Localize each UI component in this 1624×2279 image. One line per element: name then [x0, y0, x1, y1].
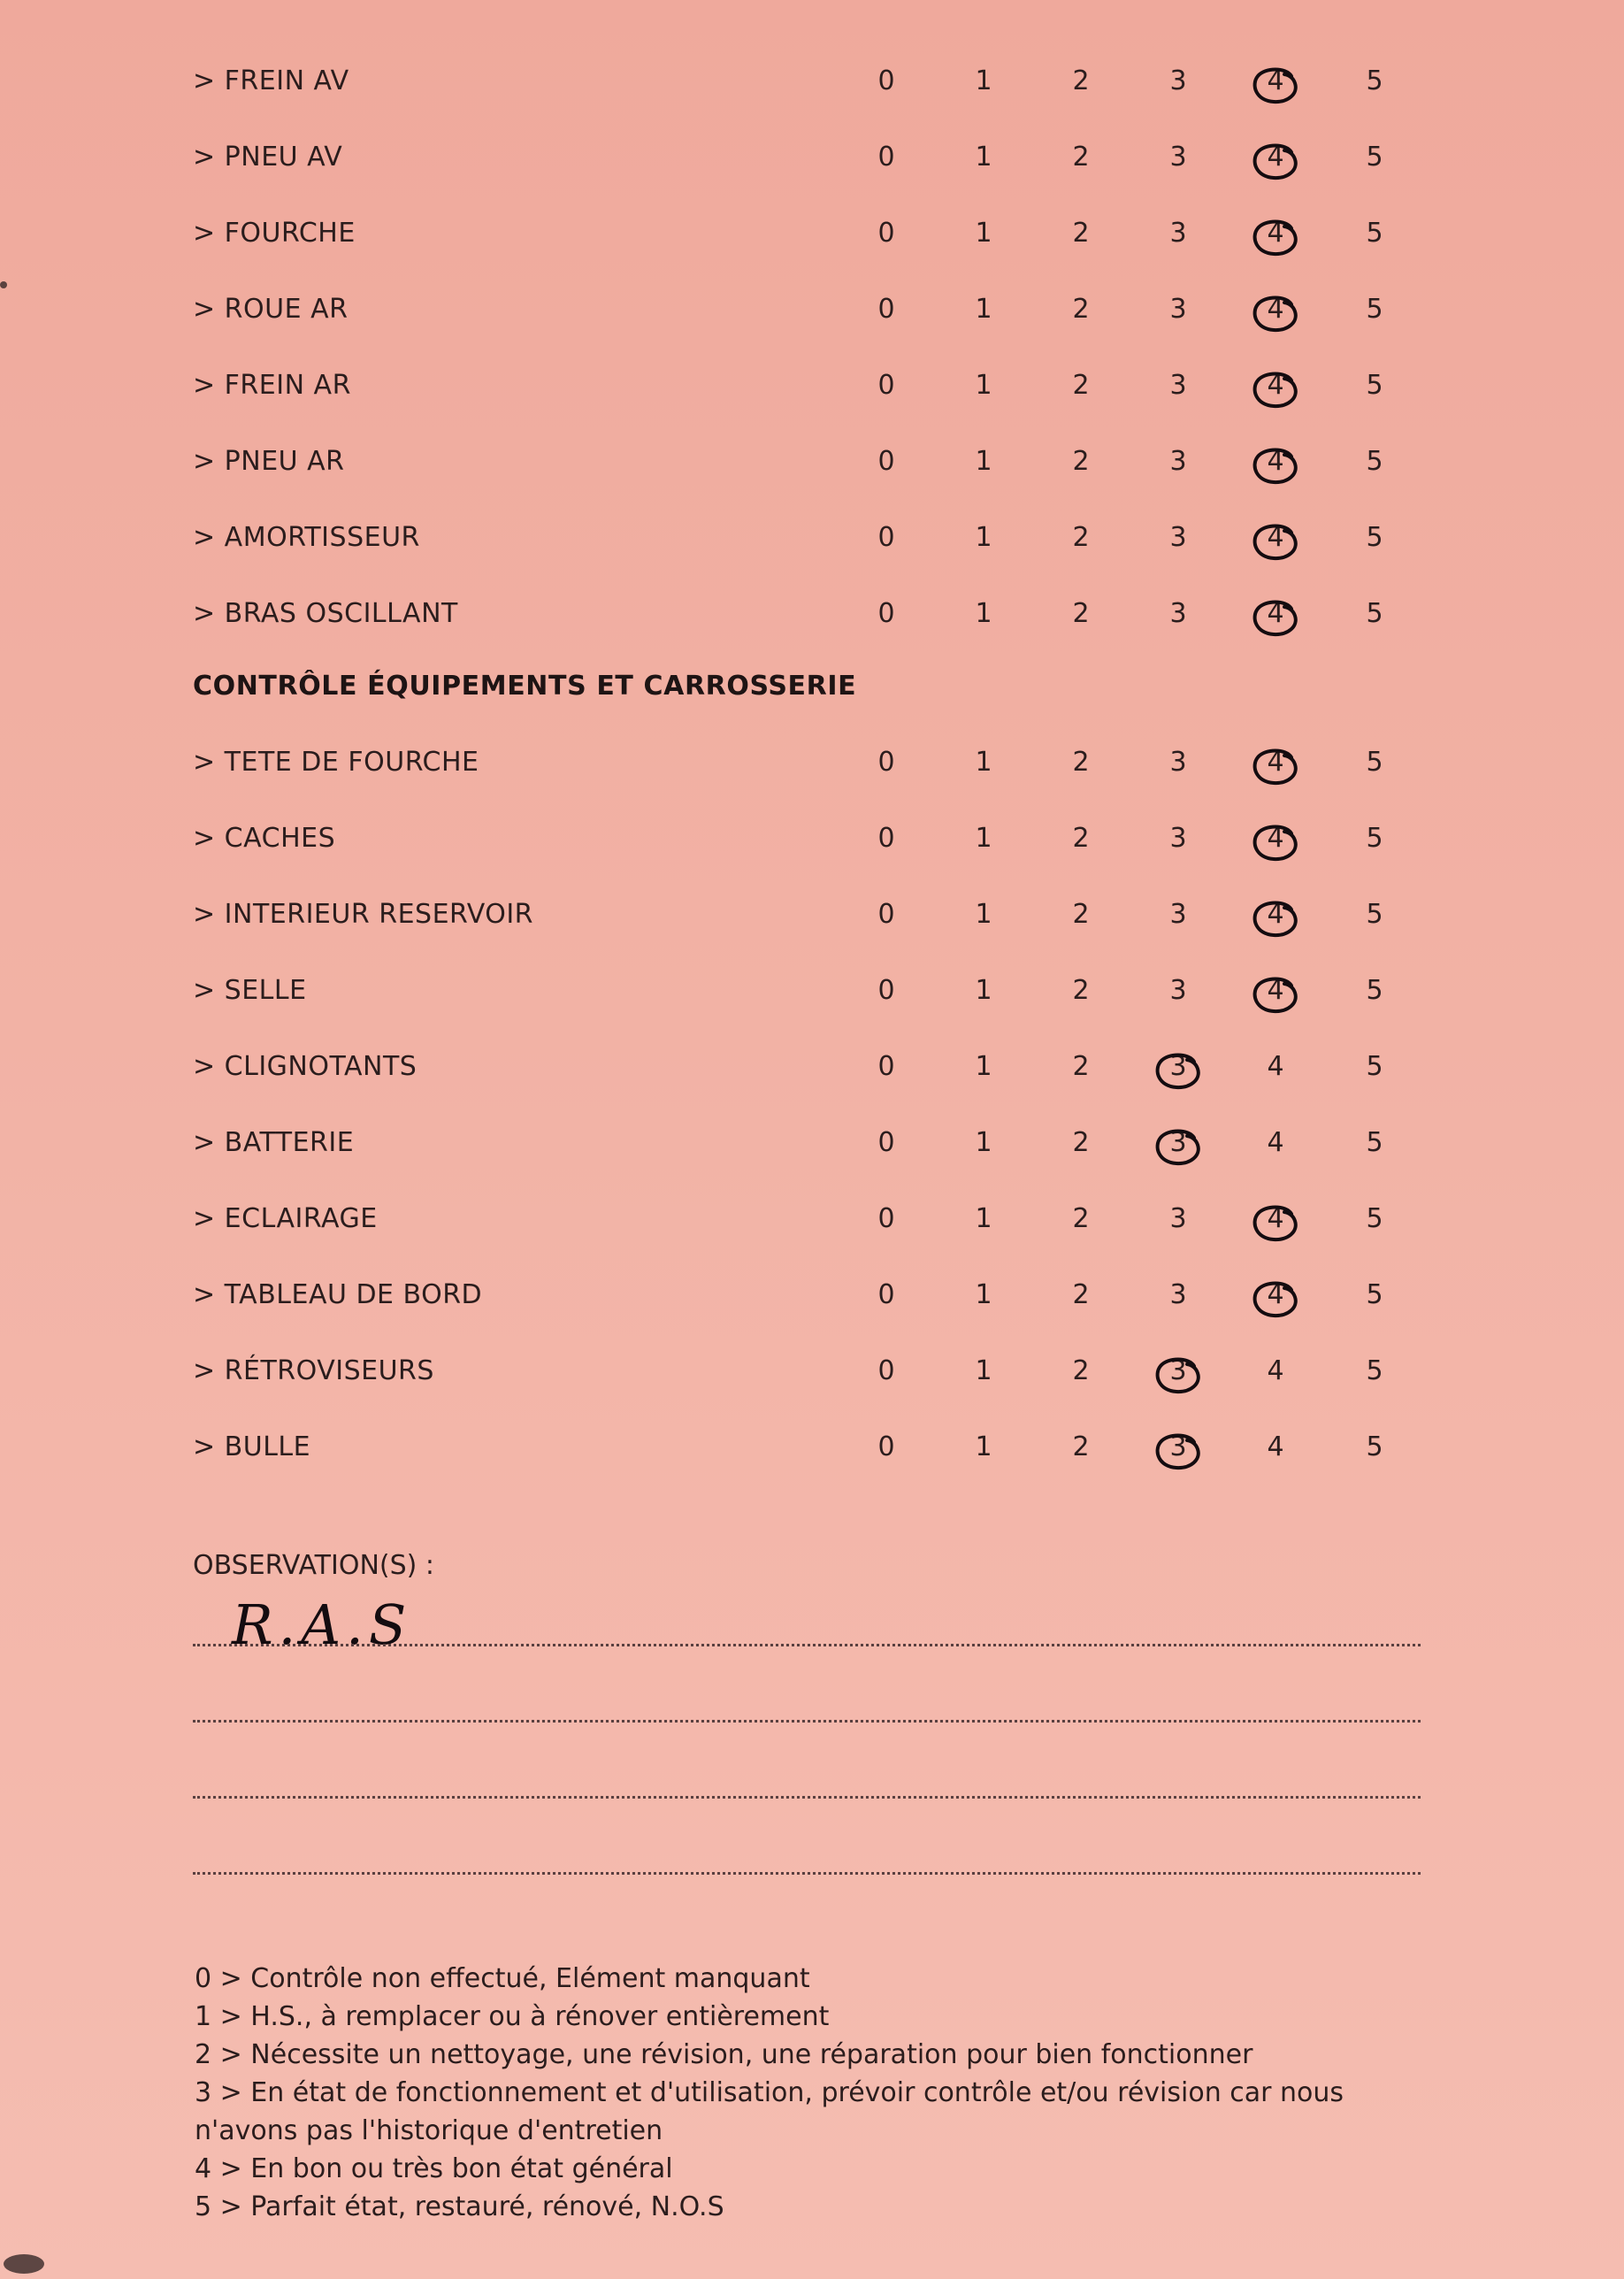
score-option[interactable]: 3 — [1169, 370, 1187, 401]
score-option[interactable]: 4 — [1249, 142, 1302, 173]
rating-row — [0, 812, 1624, 865]
score-option[interactable]: 0 — [877, 1431, 895, 1462]
score-option[interactable]: 3 — [1152, 1127, 1205, 1158]
score-option[interactable]: 4 — [1249, 1203, 1302, 1234]
rating-row — [0, 964, 1624, 1017]
score-option[interactable]: 0 — [877, 65, 895, 96]
score-option[interactable]: 4 — [1249, 218, 1302, 249]
score-option[interactable]: 5 — [1366, 975, 1383, 1006]
score-option[interactable]: 4 — [1249, 747, 1302, 778]
score-option[interactable]: 3 — [1152, 1431, 1205, 1462]
score-option[interactable]: 4 — [1249, 598, 1302, 629]
score-option[interactable]: 5 — [1366, 522, 1383, 553]
score-option[interactable]: 0 — [877, 1051, 895, 1082]
score-option[interactable]: 0 — [877, 1203, 895, 1234]
score-option[interactable]: 2 — [1072, 1431, 1090, 1462]
rating-row — [0, 1345, 1624, 1398]
rating-legend — [195, 1960, 1424, 2226]
score-option[interactable]: 2 — [1072, 522, 1090, 553]
rating-row — [0, 283, 1624, 336]
score-option[interactable]: 2 — [1072, 899, 1090, 930]
score-option[interactable]: 2 — [1072, 142, 1090, 173]
score-option[interactable]: 4 — [1267, 1127, 1284, 1158]
score-option[interactable]: 1 — [975, 823, 992, 854]
pen-circle-mark — [1249, 292, 1302, 338]
score-option[interactable]: 3 — [1169, 218, 1187, 249]
ink-stain — [4, 2254, 44, 2274]
score-option[interactable]: 2 — [1072, 1051, 1090, 1082]
pen-circle-mark — [1249, 520, 1302, 566]
score-option[interactable]: 5 — [1366, 1203, 1383, 1234]
score-option[interactable]: 2 — [1072, 1355, 1090, 1386]
legend-line: 5 > Parfait état, restauré, rénové, N.O.S — [195, 2191, 724, 2222]
score-option[interactable]: 4 — [1267, 1051, 1284, 1082]
score-option[interactable]: 0 — [877, 975, 895, 1006]
pen-circle-mark — [1249, 745, 1302, 791]
score-option[interactable]: 1 — [975, 1279, 992, 1310]
pen-circle-mark — [1249, 1201, 1302, 1247]
score-option[interactable]: 0 — [877, 899, 895, 930]
legend-line: 1 > H.S., à remplacer ou à rénover entièrement — [195, 2001, 830, 2032]
score-option[interactable]: 5 — [1366, 142, 1383, 173]
score-option[interactable]: 2 — [1072, 975, 1090, 1006]
score-option[interactable]: 2 — [1072, 370, 1090, 401]
score-option[interactable]: 2 — [1072, 65, 1090, 96]
pen-circle-mark — [1249, 596, 1302, 642]
score-option[interactable]: 0 — [877, 598, 895, 629]
score-option[interactable]: 3 — [1169, 294, 1187, 325]
observations-label: OBSERVATION(S) : — [193, 1550, 434, 1581]
score-option[interactable]: 0 — [877, 218, 895, 249]
observation-line — [193, 1720, 1421, 1723]
pen-circle-mark — [1152, 1354, 1205, 1400]
legend-line: n'avons pas l'historique d'entretien — [195, 2115, 663, 2146]
observations-handwritten-text: R.A.S — [232, 1592, 412, 1657]
score-option[interactable]: 4 — [1267, 1355, 1284, 1386]
rating-row-label: > PNEU AV — [193, 142, 343, 173]
rating-row — [0, 207, 1624, 260]
score-option[interactable]: 4 — [1249, 446, 1302, 477]
pen-circle-mark — [1249, 1278, 1302, 1324]
rating-row — [0, 1040, 1624, 1093]
score-option[interactable]: 0 — [877, 747, 895, 778]
score-option[interactable]: 2 — [1072, 446, 1090, 477]
score-option[interactable]: 3 — [1169, 975, 1187, 1006]
score-option[interactable]: 2 — [1072, 1127, 1090, 1158]
pen-circle-mark — [1249, 64, 1302, 110]
score-option[interactable]: 1 — [975, 446, 992, 477]
section-title: CONTRÔLE ÉQUIPEMENTS ET CARROSSERIE — [193, 671, 857, 702]
score-option[interactable]: 1 — [975, 899, 992, 930]
rating-row — [0, 55, 1624, 108]
pen-circle-mark — [1249, 821, 1302, 867]
score-option[interactable]: 2 — [1072, 218, 1090, 249]
rating-row-label: > AMORTISSEUR — [193, 522, 420, 553]
score-option[interactable]: 1 — [975, 294, 992, 325]
score-option[interactable]: 0 — [877, 823, 895, 854]
score-option[interactable]: 4 — [1249, 65, 1302, 96]
rating-row — [0, 1193, 1624, 1246]
score-option[interactable]: 0 — [877, 446, 895, 477]
score-option[interactable]: 2 — [1072, 823, 1090, 854]
pen-circle-mark — [1249, 140, 1302, 186]
score-option[interactable]: 1 — [975, 1127, 992, 1158]
score-option[interactable]: 3 — [1169, 1203, 1187, 1234]
score-option[interactable]: 1 — [975, 522, 992, 553]
rating-row-label: > TABLEAU DE BORD — [193, 1279, 483, 1310]
score-option[interactable]: 3 — [1169, 1279, 1187, 1310]
score-option[interactable]: 5 — [1366, 370, 1383, 401]
rating-row-label: > FOURCHE — [193, 218, 356, 249]
score-option[interactable]: 1 — [975, 1431, 992, 1462]
rating-row-label: > PNEU AR — [193, 446, 345, 477]
score-option[interactable]: 3 — [1169, 446, 1187, 477]
rating-row-label: > CACHES — [193, 823, 336, 854]
score-option[interactable]: 5 — [1366, 1051, 1383, 1082]
rating-row-label: > TETE DE FOURCHE — [193, 747, 479, 778]
score-option[interactable]: 4 — [1249, 370, 1302, 401]
observation-line — [193, 1644, 1421, 1646]
observation-line — [193, 1872, 1421, 1875]
score-option[interactable]: 1 — [975, 65, 992, 96]
rating-row-label: > BATTERIE — [193, 1127, 355, 1158]
score-option[interactable]: 1 — [975, 598, 992, 629]
rating-row-label: > RÉTROVISEURS — [193, 1355, 434, 1386]
pen-circle-mark — [1152, 1430, 1205, 1476]
rating-row — [0, 435, 1624, 488]
score-option[interactable]: 4 — [1249, 975, 1302, 1006]
legend-line: 0 > Contrôle non effectué, Elément manquant — [195, 1963, 810, 1994]
legend-line: 3 > En état de fonctionnement et d'utilisation, prévoir contrôle et/ou révision car nous — [195, 2077, 1344, 2108]
score-option[interactable]: 5 — [1366, 1355, 1383, 1386]
rating-row — [0, 1421, 1624, 1474]
rating-row — [0, 511, 1624, 564]
rating-row — [0, 1116, 1624, 1170]
score-option[interactable]: 3 — [1169, 142, 1187, 173]
score-option[interactable]: 5 — [1366, 747, 1383, 778]
score-option[interactable]: 1 — [975, 1051, 992, 1082]
score-option[interactable]: 0 — [877, 370, 895, 401]
score-option[interactable]: 4 — [1249, 294, 1302, 325]
pen-circle-mark — [1249, 973, 1302, 1019]
pen-circle-mark — [1249, 216, 1302, 262]
rating-row-label: > BULLE — [193, 1431, 311, 1462]
score-option[interactable]: 4 — [1249, 522, 1302, 553]
rating-row-label: > FREIN AV — [193, 65, 349, 96]
score-option[interactable]: 3 — [1152, 1051, 1205, 1082]
rating-row-label: > FREIN AR — [193, 370, 351, 401]
rating-row-label: > INTERIEUR RESERVOIR — [193, 899, 534, 930]
rating-row — [0, 131, 1624, 184]
score-option[interactable]: 0 — [877, 1355, 895, 1386]
score-option[interactable]: 5 — [1366, 1431, 1383, 1462]
score-option[interactable]: 0 — [877, 142, 895, 173]
score-option[interactable]: 0 — [877, 1127, 895, 1158]
score-option[interactable]: 5 — [1366, 1127, 1383, 1158]
pen-circle-mark — [1152, 1125, 1205, 1171]
score-option[interactable]: 1 — [975, 370, 992, 401]
score-option[interactable]: 2 — [1072, 1203, 1090, 1234]
rating-row — [0, 1269, 1624, 1322]
observation-line — [193, 1796, 1421, 1799]
score-option[interactable]: 0 — [877, 1279, 895, 1310]
score-option[interactable]: 4 — [1249, 1279, 1302, 1310]
legend-line: 4 > En bon ou très bon état général — [195, 2153, 673, 2184]
score-option[interactable]: 5 — [1366, 65, 1383, 96]
score-option[interactable]: 5 — [1366, 823, 1383, 854]
score-option[interactable]: 2 — [1072, 294, 1090, 325]
score-option[interactable]: 3 — [1169, 65, 1187, 96]
score-option[interactable]: 3 — [1152, 1355, 1205, 1386]
rating-row — [0, 587, 1624, 641]
score-option[interactable]: 0 — [877, 294, 895, 325]
pen-circle-mark — [1152, 1049, 1205, 1095]
pen-circle-mark — [1249, 444, 1302, 490]
score-option[interactable]: 3 — [1169, 522, 1187, 553]
rating-row-label: > SELLE — [193, 975, 307, 1006]
score-option[interactable]: 3 — [1169, 747, 1187, 778]
score-option[interactable]: 1 — [975, 218, 992, 249]
score-option[interactable]: 5 — [1366, 1279, 1383, 1310]
score-option[interactable]: 1 — [975, 747, 992, 778]
score-option[interactable]: 3 — [1169, 823, 1187, 854]
rating-row — [0, 736, 1624, 789]
score-option[interactable]: 2 — [1072, 598, 1090, 629]
score-option[interactable]: 1 — [975, 1203, 992, 1234]
rating-row — [0, 888, 1624, 941]
score-option[interactable]: 3 — [1169, 899, 1187, 930]
score-option[interactable]: 3 — [1169, 598, 1187, 629]
rating-row-label: > ROUE AR — [193, 294, 349, 325]
score-option[interactable]: 5 — [1366, 899, 1383, 930]
pen-circle-mark — [1249, 897, 1302, 943]
score-option[interactable]: 2 — [1072, 1279, 1090, 1310]
score-option[interactable]: 4 — [1249, 823, 1302, 854]
score-option[interactable]: 4 — [1249, 899, 1302, 930]
score-option[interactable]: 5 — [1366, 218, 1383, 249]
rating-row-label: > BRAS OSCILLANT — [193, 598, 458, 629]
score-option[interactable]: 5 — [1366, 598, 1383, 629]
score-option[interactable]: 5 — [1366, 446, 1383, 477]
rating-row — [0, 359, 1624, 412]
ink-stain — [0, 281, 7, 288]
score-option[interactable]: 1 — [975, 142, 992, 173]
score-option[interactable]: 2 — [1072, 747, 1090, 778]
score-option[interactable]: 0 — [877, 522, 895, 553]
score-option[interactable]: 1 — [975, 975, 992, 1006]
pen-circle-mark — [1249, 368, 1302, 414]
rating-row-label: > ECLAIRAGE — [193, 1203, 378, 1234]
legend-line: 2 > Nécessite un nettoyage, une révision, une réparation pour bien fonctionner — [195, 2039, 1253, 2070]
score-option[interactable]: 1 — [975, 1355, 992, 1386]
score-option[interactable]: 5 — [1366, 294, 1383, 325]
score-option[interactable]: 4 — [1267, 1431, 1284, 1462]
rating-row-label: > CLIGNOTANTS — [193, 1051, 417, 1082]
